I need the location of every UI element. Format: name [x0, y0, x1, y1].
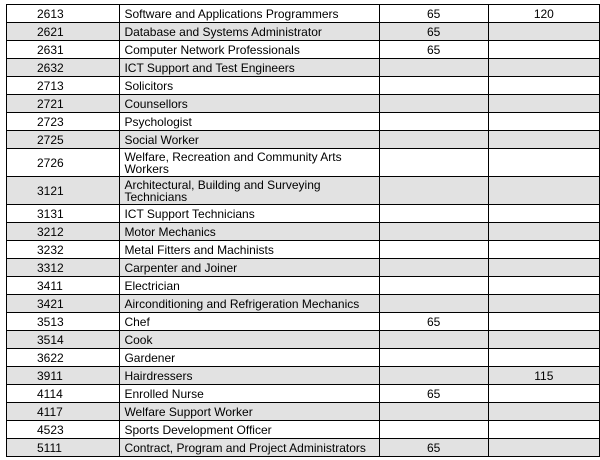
- occupation-code-text: 4117: [37, 404, 63, 419]
- value-column-1-text: 65: [426, 42, 441, 57]
- occupation-title-text: Chef: [124, 314, 150, 329]
- occupation-code-text: 3131: [37, 206, 64, 221]
- occupation-title-text: ICT Support Technicians: [124, 206, 255, 221]
- occupation-title-text: Counsellors: [124, 96, 188, 111]
- occupation-code-cell: [7, 131, 120, 149]
- occupation-code-cell: [7, 421, 120, 439]
- value-column-1-text: 65: [426, 314, 441, 329]
- value-column-2-cell: [488, 367, 599, 385]
- occupation-title-cell: [120, 367, 379, 385]
- table-row: [7, 241, 600, 259]
- occupation-code-text: 2726: [37, 155, 64, 170]
- occupation-code-cell: [7, 77, 120, 95]
- value-column-1-cell: [379, 259, 488, 277]
- value-column-1-cell: [379, 59, 488, 77]
- value-column-2-cell: [488, 23, 599, 41]
- value-column-2-cell: [488, 149, 599, 177]
- table-row: [7, 5, 600, 23]
- occupation-code-text: 2613: [37, 6, 64, 21]
- value-column-1-cell: [379, 313, 488, 331]
- occupation-code-cell: [7, 349, 120, 367]
- occupation-code-text: 3121: [37, 183, 64, 198]
- value-column-1-cell: [379, 205, 488, 223]
- occupation-title-text: Metal Fitters and Machinists: [124, 242, 274, 257]
- occupation-title-text: Airconditioning and Refrigeration Mechanics: [124, 296, 360, 311]
- occupation-title-text: Electrician: [124, 278, 180, 293]
- table-row: [7, 23, 600, 41]
- occupation-code-cell: [7, 149, 120, 177]
- occupation-code-cell: [7, 41, 120, 59]
- occupation-code-cell: [7, 205, 120, 223]
- occupation-code-text: 4114: [37, 386, 63, 401]
- value-column-1-text: 65: [426, 440, 441, 455]
- occupation-title-text: Database and Systems Administrator: [124, 24, 322, 39]
- value-column-2-cell: [488, 59, 599, 77]
- occupation-title-cell: [120, 277, 379, 295]
- occupation-code-cell: [7, 367, 120, 385]
- table-row: [7, 177, 600, 205]
- occupation-code-cell: [7, 439, 120, 457]
- value-column-2-cell: [488, 385, 599, 403]
- value-column-2-cell: [488, 205, 599, 223]
- value-column-2-cell: [488, 421, 599, 439]
- occupation-title-cell: [120, 403, 379, 421]
- table-row: [7, 421, 600, 439]
- table-row: [7, 131, 600, 149]
- table-row: [7, 277, 600, 295]
- value-column-1-cell: [379, 41, 488, 59]
- table-row: [7, 223, 600, 241]
- value-column-2-cell: [488, 241, 599, 259]
- occupation-title-text: Architectural, Building and Surveying Technicians: [124, 177, 321, 204]
- table-row: [7, 59, 600, 77]
- occupation-title-cell: [120, 421, 379, 439]
- occupation-title-cell: [120, 331, 379, 349]
- table-row: [7, 403, 600, 421]
- value-column-2-cell: [488, 259, 599, 277]
- value-column-1-cell: [379, 385, 488, 403]
- table-row: [7, 41, 600, 59]
- occupation-code-cell: [7, 23, 120, 41]
- occupation-code-cell: [7, 385, 120, 403]
- value-column-2-cell: [488, 77, 599, 95]
- occupation-code-text: 5111: [37, 440, 62, 455]
- value-column-1-text: 65: [426, 6, 441, 21]
- value-column-2-cell: [488, 295, 599, 313]
- value-column-2-cell: [488, 403, 599, 421]
- value-column-2-cell: [488, 5, 599, 23]
- occupation-code-cell: [7, 95, 120, 113]
- value-column-1-cell: [379, 241, 488, 259]
- occupation-title-cell: [120, 241, 379, 259]
- occupation-title-cell: [120, 177, 379, 205]
- value-column-1-cell: [379, 223, 488, 241]
- value-column-2-cell: [488, 439, 599, 457]
- value-column-2-cell: [488, 277, 599, 295]
- occupation-title-text: Software and Applications Programmers: [124, 6, 339, 21]
- table-row: [7, 205, 600, 223]
- occupation-code-text: 2723: [37, 114, 64, 129]
- occupation-title-cell: [120, 131, 379, 149]
- value-column-2-cell: [488, 95, 599, 113]
- occupation-code-text: 3421: [37, 296, 64, 311]
- occupation-title-text: Carpenter and Joiner: [124, 260, 238, 275]
- value-column-2-cell: [488, 113, 599, 131]
- occupation-title-text: Cook: [124, 332, 153, 347]
- value-column-2-cell: [488, 349, 599, 367]
- occupation-title-cell: [120, 23, 379, 41]
- value-column-1-text: 65: [426, 24, 441, 39]
- occupation-code-text: 3312: [37, 260, 64, 275]
- value-column-1-cell: [379, 277, 488, 295]
- value-column-2-cell: [488, 313, 599, 331]
- occupation-title-cell: [120, 205, 379, 223]
- occupation-code-text: 3514: [37, 332, 64, 347]
- occupation-table: [6, 4, 600, 457]
- table-row: [7, 77, 600, 95]
- occupation-code-text: 2632: [37, 60, 64, 75]
- value-column-1-cell: [379, 331, 488, 349]
- occupation-title-text: Gardener: [124, 350, 176, 365]
- occupation-title-text: Computer Network Professionals: [124, 42, 300, 57]
- occupation-code-text: 3232: [37, 242, 64, 257]
- table-row: [7, 331, 600, 349]
- value-column-1-cell: [379, 177, 488, 205]
- occupation-title-cell: [120, 113, 379, 131]
- table-row: [7, 259, 600, 277]
- occupation-code-cell: [7, 113, 120, 131]
- value-column-2-text: 120: [533, 6, 554, 21]
- occupation-code-text: 4523: [37, 422, 64, 437]
- value-column-1-cell: [379, 149, 488, 177]
- occupation-code-cell: [7, 295, 120, 313]
- occupation-title-cell: [120, 259, 379, 277]
- occupation-title-cell: [120, 149, 379, 177]
- occupation-title-text: Hairdressers: [124, 368, 193, 383]
- occupation-code-cell: [7, 59, 120, 77]
- occupation-title-text: Contract, Program and Project Administrators: [124, 440, 366, 455]
- occupation-code-text: 3911: [37, 368, 63, 383]
- value-column-2-cell: [488, 131, 599, 149]
- occupation-title-text: ICT Support and Test Engineers: [124, 60, 295, 75]
- occupation-code-cell: [7, 241, 120, 259]
- value-column-1-cell: [379, 113, 488, 131]
- occupation-code-text: 3622: [37, 350, 64, 365]
- occupation-code-text: 2725: [37, 132, 64, 147]
- occupation-title-text: Motor Mechanics: [124, 224, 216, 239]
- occupation-title-cell: [120, 77, 379, 95]
- occupation-title-text: Welfare, Recreation and Community Arts Workers: [124, 149, 342, 176]
- value-column-1-cell: [379, 77, 488, 95]
- table-row: [7, 367, 600, 385]
- value-column-1-cell: [379, 295, 488, 313]
- occupation-code-cell: [7, 277, 120, 295]
- table-row: [7, 349, 600, 367]
- occupation-title-cell: [120, 295, 379, 313]
- occupation-code-cell: [7, 403, 120, 421]
- occupation-code-cell: [7, 331, 120, 349]
- occupation-title-cell: [120, 439, 379, 457]
- table-row: [7, 295, 600, 313]
- occupation-code-text: 3513: [37, 314, 64, 329]
- table-row: [7, 385, 600, 403]
- occupation-title-cell: [120, 223, 379, 241]
- occupation-code-text: 2621: [37, 24, 64, 39]
- table-row: [7, 95, 600, 113]
- occupation-title-text: Enrolled Nurse: [124, 386, 204, 401]
- occupation-title-cell: [120, 313, 379, 331]
- value-column-1-cell: [379, 439, 488, 457]
- occupation-title-text: Sports Development Officer: [124, 422, 272, 437]
- occupation-title-cell: [120, 95, 379, 113]
- occupation-title-cell: [120, 349, 379, 367]
- value-column-1-cell: [379, 5, 488, 23]
- occupation-title-text: Solicitors: [124, 78, 174, 93]
- occupation-code-cell: [7, 177, 120, 205]
- table-row: [7, 113, 600, 131]
- occupation-code-cell: [7, 223, 120, 241]
- value-column-2-cell: [488, 41, 599, 59]
- occupation-title-text: Social Worker: [124, 132, 199, 147]
- value-column-2-cell: [488, 223, 599, 241]
- value-column-1-cell: [379, 367, 488, 385]
- occupation-title-cell: [120, 385, 379, 403]
- value-column-1-cell: [379, 131, 488, 149]
- table-row: [7, 439, 600, 457]
- occupation-title-cell: [120, 5, 379, 23]
- value-column-1-cell: [379, 349, 488, 367]
- value-column-1-cell: [379, 403, 488, 421]
- occupation-title-text: Welfare Support Worker: [124, 404, 253, 419]
- value-column-2-cell: [488, 177, 599, 205]
- occupation-table-body: [7, 5, 600, 457]
- occupation-title-cell: [120, 59, 379, 77]
- occupation-code-cell: [7, 259, 120, 277]
- occupation-code-text: 2721: [37, 96, 64, 111]
- value-column-2-cell: [488, 331, 599, 349]
- value-column-1-cell: [379, 95, 488, 113]
- value-column-2-text: 115: [534, 368, 554, 383]
- value-column-1-cell: [379, 421, 488, 439]
- occupation-code-text: 3212: [37, 224, 64, 239]
- occupation-code-cell: [7, 313, 120, 331]
- value-column-1-cell: [379, 23, 488, 41]
- occupation-code-text: 2631: [37, 42, 64, 57]
- occupation-title-text: Psychologist: [124, 114, 192, 129]
- occupation-code-text: 3411: [37, 278, 63, 293]
- occupation-title-cell: [120, 41, 379, 59]
- table-row: [7, 313, 600, 331]
- occupation-code-cell: [7, 5, 120, 23]
- table-row: [7, 149, 600, 177]
- occupation-code-text: 2713: [37, 78, 64, 93]
- value-column-1-text: 65: [426, 386, 441, 401]
